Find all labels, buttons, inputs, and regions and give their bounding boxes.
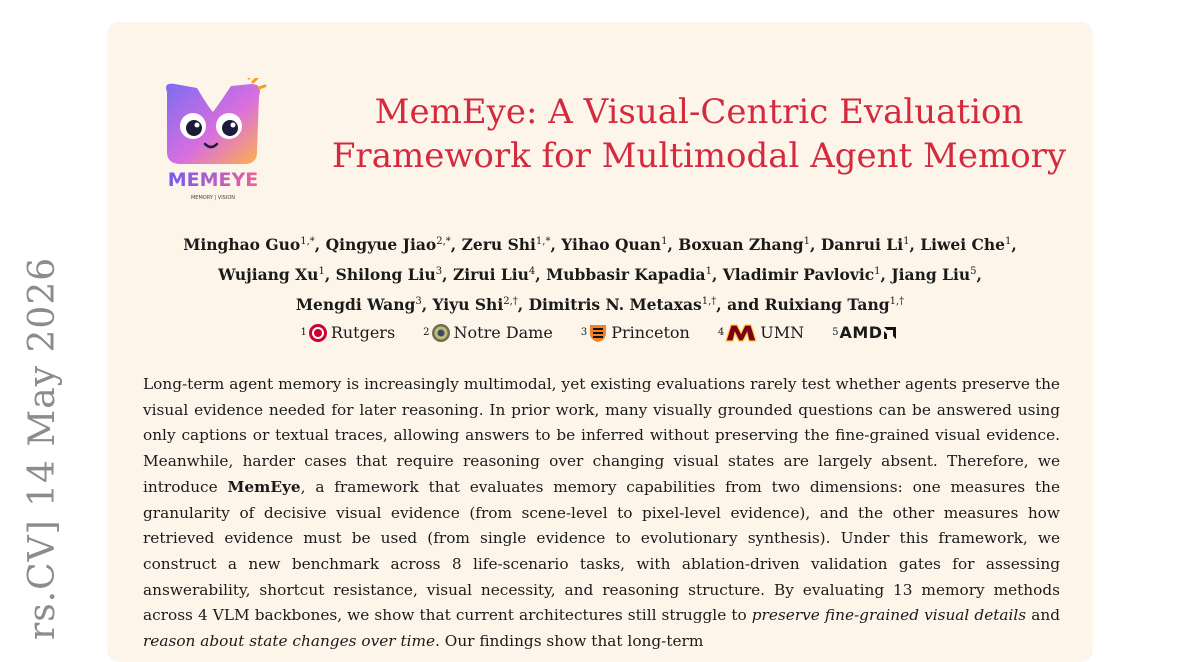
- logo-tagline: MEMORY | VISION: [190, 195, 236, 201]
- framework-name: MemEye: [227, 477, 301, 496]
- author-name: Boxuan Zhang: [678, 235, 804, 255]
- affiliation-amd: 5 AMD: [832, 320, 899, 346]
- author-name: Minghao Guo: [183, 235, 301, 255]
- memeye-logo: [153, 78, 273, 202]
- affiliation-notre-dame: 2 Notre Dame: [423, 323, 553, 342]
- rutgers-icon: [308, 323, 328, 343]
- author-affiliation-mark: 1,*: [300, 236, 315, 247]
- title-line-1: MemEye: A Visual-Centric Evaluation: [374, 92, 1024, 132]
- author-name: Liwei Che: [920, 235, 1006, 255]
- author-name: Zirui Liu: [452, 265, 529, 285]
- author-affiliation-mark: 1,†: [701, 296, 717, 308]
- author-affiliation-mark: 1: [318, 266, 325, 278]
- author-name: Danrui Li: [820, 235, 904, 255]
- title-line-2: Framework for Multimodal Agent Memory: [331, 136, 1067, 176]
- author-affiliation-mark: 3: [435, 266, 443, 278]
- amd-arrow-icon: [883, 326, 897, 340]
- arxiv-identifier: rs.CV] 14 May 2026: [22, 256, 63, 640]
- author-name: Yihao Quan: [561, 235, 662, 255]
- affiliation-princeton: 3 Princeton: [580, 323, 690, 342]
- author-name: Yiyu Shi: [432, 295, 504, 315]
- notre-dame-icon: [431, 323, 451, 343]
- author-affiliation-mark: 3: [415, 296, 422, 308]
- author-affiliation-mark: 5: [970, 266, 977, 278]
- author-name: Mengdi Wang: [295, 295, 416, 315]
- author-name: Qingyue Jiao: [325, 235, 437, 255]
- author-affiliation-mark: 2,*: [436, 236, 451, 247]
- paper-header-card: [107, 22, 1093, 662]
- affiliation-umn: 4 UMN: [717, 323, 805, 342]
- author-name: Dimitris N. Metaxas: [528, 295, 702, 315]
- author-name: Shilong Liu: [335, 265, 436, 285]
- umn-icon: [725, 323, 757, 343]
- author-affiliation-mark: 1: [803, 236, 811, 247]
- author-name: Ruixiang Tang: [764, 295, 890, 315]
- author-affiliation-mark: 1: [705, 266, 712, 278]
- author-affiliation-mark: 1: [1005, 236, 1012, 247]
- author-affiliation-mark: 1,*: [535, 236, 551, 247]
- abstract: [143, 372, 1060, 655]
- author-name: Vladimir Pavlovic: [722, 265, 875, 285]
- paper-title: [319, 90, 1079, 178]
- author-name: Mubbasir Kapadia: [546, 265, 706, 285]
- author-name: Jiang Liu: [891, 265, 971, 285]
- affiliation-rutgers: 1 Rutgers: [300, 323, 396, 342]
- author-affiliation-mark: 4: [528, 266, 536, 278]
- author-affiliation-mark: 1: [874, 266, 881, 278]
- author-name: Wujiang Xu: [218, 265, 319, 285]
- author-affiliation-mark: 2,†: [503, 296, 518, 308]
- logo-wordmark: MEMEYE: [167, 169, 259, 191]
- author-affiliation-mark: 1: [903, 236, 910, 247]
- affiliation-list: [127, 320, 1073, 346]
- author-name: Zeru Shi: [461, 235, 536, 255]
- author-affiliation-mark: 1: [661, 236, 668, 247]
- author-list: Minghao Guo$^{1,*}$, Qingyue Jiao$^{2,*}$, Zeru Shi$^{1,*}$, Yihao Quan$^1$, Boxuan Zhang$^1$, Danrui Li$^1$, Liwei Che$^1$, Wujiang Xu$^1$, Shilong Liu$^3$, Zirui Liu$^4$, Mubbasir Kapadia$^1$, Vladimir Pavlovic$^1$, Jiang Liu$^5$, Mengdi Wang$^3$, Yiyu Shi$^{2,\dagger}$, Dimitris N. Metaxas$^{1,\dagger}$, and Ruixiang Tang$^{1,\dagger}$: [183, 235, 1017, 315]
- amd-icon: AMD: [839, 323, 883, 342]
- author-affiliation-mark: 1,†: [889, 296, 905, 308]
- abstract-paragraph: Long-term agent memory is increasingly multimodal, yet existing evaluations rarely test whether agents preserve the visual evidence needed for later reasoning. In prior work, many visually grounded questions can be answered using only captions or textual traces, allowing answers to be inferred without preserving the fine-grained visual evidence. Meanwhile, harder cases that require reasoning over changing visual states are largely absent. Therefore, we introduce MemEye, a framework that evaluates memory capabilities from two dimensions: one measures the granularity of decisive visual evidence (from scene-level to pixel-level evidence), and the other measures how retrieved evidence must be used (from single evidence to evolutionary synthesis). Under this framework, we construct a new benchmark across 8 life-scenario tasks, with ablation-driven validation gates for assessing answerability, shortcut resistance, visual necessity, and reasoning structure. By evaluating 13 memory methods across 4 VLM backbones, we show that current architectures still struggle to preserve fine-grained visual details and reason about state changes over time. Our findings show that long-term: [143, 375, 1060, 651]
- princeton-icon: [588, 323, 608, 343]
